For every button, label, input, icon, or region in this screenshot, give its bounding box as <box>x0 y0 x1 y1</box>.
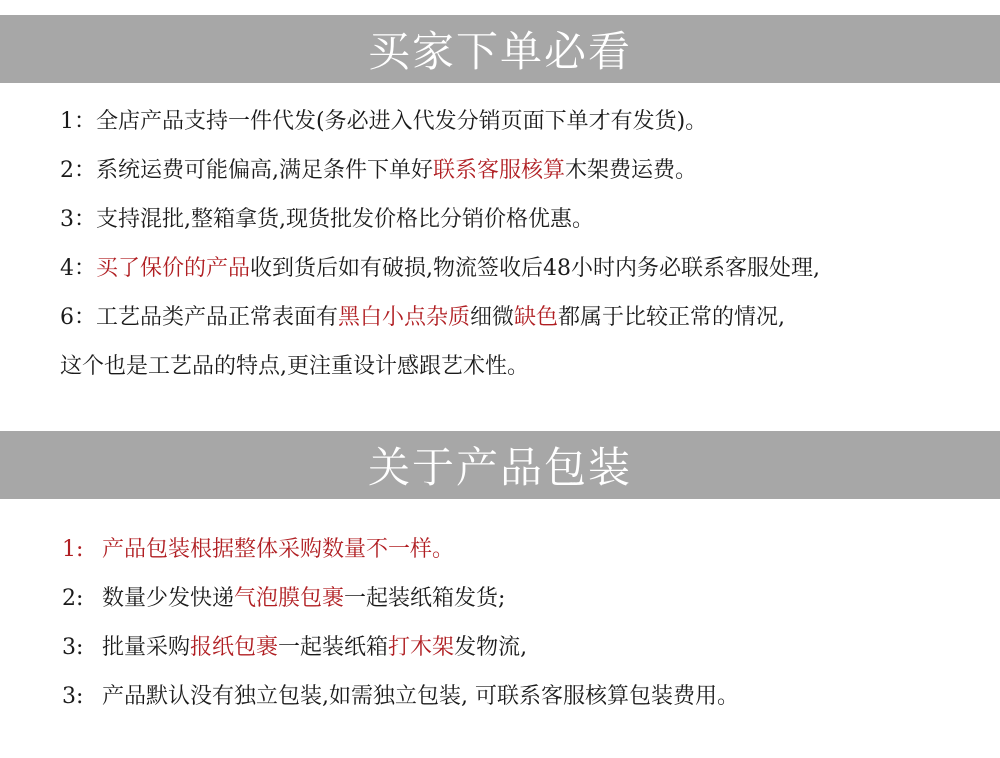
note-highlight: 联系客服核算 <box>433 158 566 183</box>
note-line-1 <box>60 97 1000 146</box>
note-line-5 <box>60 293 1000 342</box>
item-number: 2: <box>62 586 84 611</box>
note-text: 3：支持混批,整箱拿货,现货批发价格比分销价格优惠。 <box>60 207 594 232</box>
note-text: 1：全店产品支持一件代发(务必进入代发分销页面下单才有发货)。 <box>60 109 708 134</box>
note-highlight: 缺色 <box>514 305 559 330</box>
item-text: 产品默认没有独立包装,如需独立包装, 可联系客服核算包装费用。 <box>102 684 739 709</box>
note-text: 这个也是工艺品的特点,更注重设计感跟艺术性。 <box>60 354 529 379</box>
item-highlight: 产品包装根据整体采购数量不一样。 <box>102 537 455 562</box>
section-banner-buyer-notice <box>0 15 1000 83</box>
item-text: 一起装纸箱 <box>278 635 389 660</box>
note-line-2 <box>60 146 1000 195</box>
packaging-item-3 <box>62 623 1000 672</box>
packaging-list <box>0 499 1000 721</box>
item-highlight: 气泡膜包裹 <box>234 586 345 611</box>
section-title: 买家下单必看 <box>367 27 632 76</box>
section-title: 关于产品包装 <box>367 443 632 492</box>
item-text: 批量采购 <box>102 635 191 660</box>
item-number: 1: <box>62 537 84 562</box>
packaging-item-2 <box>62 574 1000 623</box>
note-line-3 <box>60 195 1000 244</box>
packaging-item-4 <box>62 672 1000 721</box>
note-line-6 <box>60 342 1000 391</box>
note-text: 4： <box>60 256 96 281</box>
item-number: 3: <box>62 684 84 709</box>
note-highlight: 买了保价的产品 <box>96 256 251 281</box>
note-text: 细微 <box>470 305 515 330</box>
section-banner-packaging <box>0 431 1000 499</box>
packaging-item-1 <box>62 525 1000 574</box>
item-text: 发物流, <box>454 635 528 660</box>
note-text: 2：系统运费可能偏高,满足条件下单好 <box>60 158 433 183</box>
item-text: 数量少发快递 <box>102 586 235 611</box>
item-highlight: 报纸包裹 <box>190 635 279 660</box>
note-highlight: 黑白小点杂质 <box>338 305 471 330</box>
note-text: 收到货后如有破损,物流签收后48小时内务必联系客服处理, <box>250 256 820 281</box>
item-highlight: 打木架 <box>388 635 455 660</box>
buyer-notes-list <box>0 83 1000 391</box>
item-number: 3: <box>62 635 84 660</box>
note-text: 都属于比较正常的情况, <box>558 305 786 330</box>
note-text: 6：工艺品类产品正常表面有 <box>60 305 338 330</box>
note-line-4 <box>60 244 1000 293</box>
item-text: 一起装纸箱发货; <box>344 586 506 611</box>
note-text: 木架费运费。 <box>565 158 698 183</box>
